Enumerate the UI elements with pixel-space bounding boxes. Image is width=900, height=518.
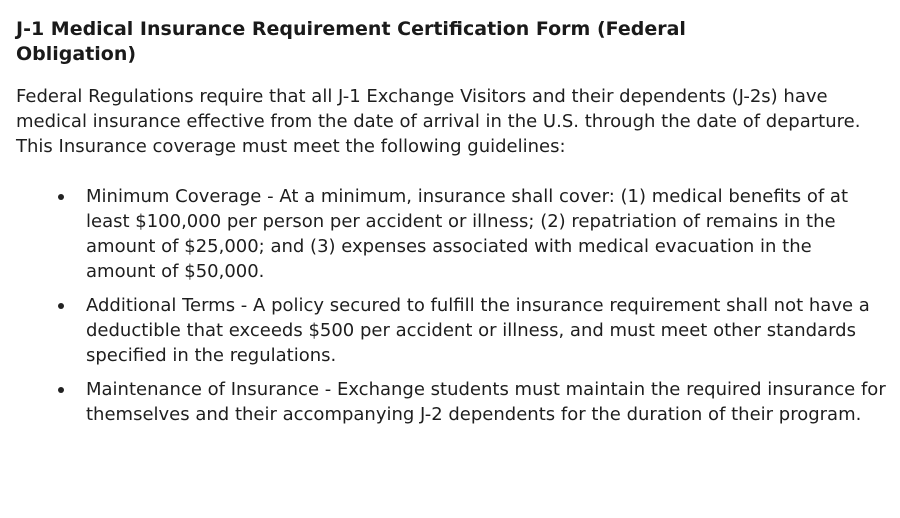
bullet-icon [58,194,64,200]
guideline-text: Minimum Coverage - At a minimum, insurance shall cover: (1) medical benefits of at least $100,000 per person per accident or illness; (2) repatriation of remains in the amount of $25,000; and (3) expenses associated with medical evacuation in the amount of $50,000. [86,186,849,282]
bullet-icon [58,303,64,309]
guideline-text: Additional Terms - A policy secured to fulfill the insurance requirement shall not have a deductible that exceeds $500 per accident or illness, and must meet other standards specified in the regulations. [86,295,870,366]
guideline-text: Maintenance of Insurance - Exchange students must maintain the required insurance for themselves and their accompanying J-2 dependents for the duration of their program. [86,379,886,425]
guidelines-list [16,184,886,427]
bullet-icon [58,387,64,393]
guideline-minimum-coverage [16,184,886,284]
guideline-additional-terms [16,293,886,368]
guideline-maintenance-of-insurance [16,377,886,427]
intro-paragraph: Federal Regulations require that all J-1 Exchange Visitors and their dependents (J-2s) have medical insurance effective from the date of arrival in the U.S. through the date of departure. This Insurance coverage must meet the following guidelines: [16,86,861,157]
page-title: J-1 Medical Insurance Requirement Certification Form (Federal Obligation) [16,18,686,65]
